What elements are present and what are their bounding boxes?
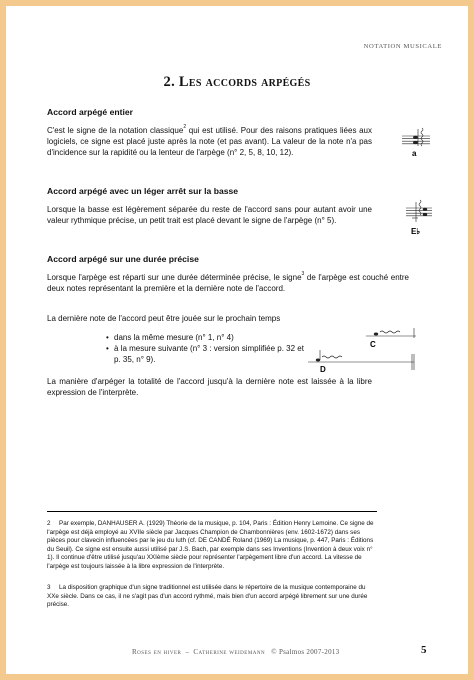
figure-label-eb: E♭ xyxy=(411,227,421,236)
arpeggio-figure-eb xyxy=(402,196,438,236)
figure-label-a: a xyxy=(412,149,417,158)
paragraph-derniere-note: La dernière note de l'accord peut être jouée sur le prochain temps xyxy=(47,314,281,323)
list-item: • dans la même mesure (n° 1, n° 4) xyxy=(106,332,306,343)
footnote-ref[interactable]: 3 xyxy=(301,271,305,277)
section-heading-arret-basse: Accord arpégé avec un léger arrêt sur la basse xyxy=(47,186,239,196)
figure-label-d: D xyxy=(320,365,326,374)
list-duree xyxy=(106,332,306,365)
paragraph-duree-precise: Lorsque l'arpège est réparti sur une durée déterminée précise, le signe$^3$ de l'arpège est couché entre deux notes représentant la première et la dernière note de l'accord. xyxy=(47,271,409,294)
footnote-2: 2 Par exemple, DANHAUSER A. (1929) Théorie de la musique, p. 104, Paris : Édition Henry Lemoine. Ce signe de l'arpège est déjà employé au XVIIe siècle par Jacques Champion de Chambonnières (env. 1602-1672) dans ses pièces pour clavecin influencées par le jeu du luth (cf. DE CANDÉ Roland (1969) La musique, p. 447, Paris : Éditions du Seuil). Ce signe est ensuite aussi utilisé par J.S. Bach, par exemple dans ses Inventions (Invention à deux voix n° 1). Il continue d'être utilisé jusqu'au XXIème siècle pour représenter l'arpègement libre d'un accord. La vitesse de l'arpège est toujours laissée à la libre expression de l'interprète. xyxy=(47,520,374,570)
figure-label-c: C xyxy=(370,340,376,349)
page-title: 2. Les accords arpégés xyxy=(163,74,311,90)
running-header: NOTATION MUSICALE xyxy=(363,43,442,50)
section-heading-accord-entier: Accord arpégé entier xyxy=(47,107,133,117)
paragraph-accord-entier: C'est le signe de la notation classique$^2$ qui est utilisé. Pour des raisons pratiques liées aux logiciels, ce signe est placé juste après la note (et pas avant). La valeur de la note n'a pas d'incidence sur la rapidité ou la lenteur de l'arpège (n° 2, 5, 8, 10, 12). xyxy=(47,124,373,158)
section-heading-duree-precise: Accord arpégé sur une durée précise xyxy=(47,254,199,264)
footer-copyright: © Psalmos 2007-2013 xyxy=(271,648,340,656)
paragraph-maniere: La manière d'arpéger la totalité de l'accord jusqu'à la dernière note est laissée à la libre expression de l'interprète. xyxy=(47,377,372,398)
arpeggio-figure-a xyxy=(396,126,436,158)
page-number: 5 xyxy=(421,644,427,656)
paragraph-arret-basse: Lorsque la basse est légèrement séparée du reste de l'accord sans pour autant avoir une valeur rythmique précise, un petit trait est placé devant le signe de l'arpège (n° 5). xyxy=(47,205,372,226)
footnote-divider xyxy=(47,511,377,512)
page-footer: Roses en hiver – Catherine weidemann © Psalmos 2007-2013 xyxy=(132,648,340,656)
footnote-3: 3 La disposition graphique d'un signe traditionnel est utilisée dans le répertoire de la musique contemporaine du XXe siècle. Dans ce cas, il ne s'agit pas d'un accord rythmé, mais bien d'un accord arpégé librement sur une durée précise. xyxy=(47,584,368,609)
footnote-ref[interactable]: 2 xyxy=(183,124,187,130)
arpeggio-figure-cd xyxy=(306,324,418,380)
document-page xyxy=(6,6,468,674)
list-item: • à la mesure suivante (n° 3 : version simplifiée p. 32 et p. 35, n° 9). xyxy=(106,343,306,365)
footer-author: Catherine weidemann xyxy=(193,648,266,656)
footer-book-title: Roses en hiver xyxy=(132,648,182,656)
